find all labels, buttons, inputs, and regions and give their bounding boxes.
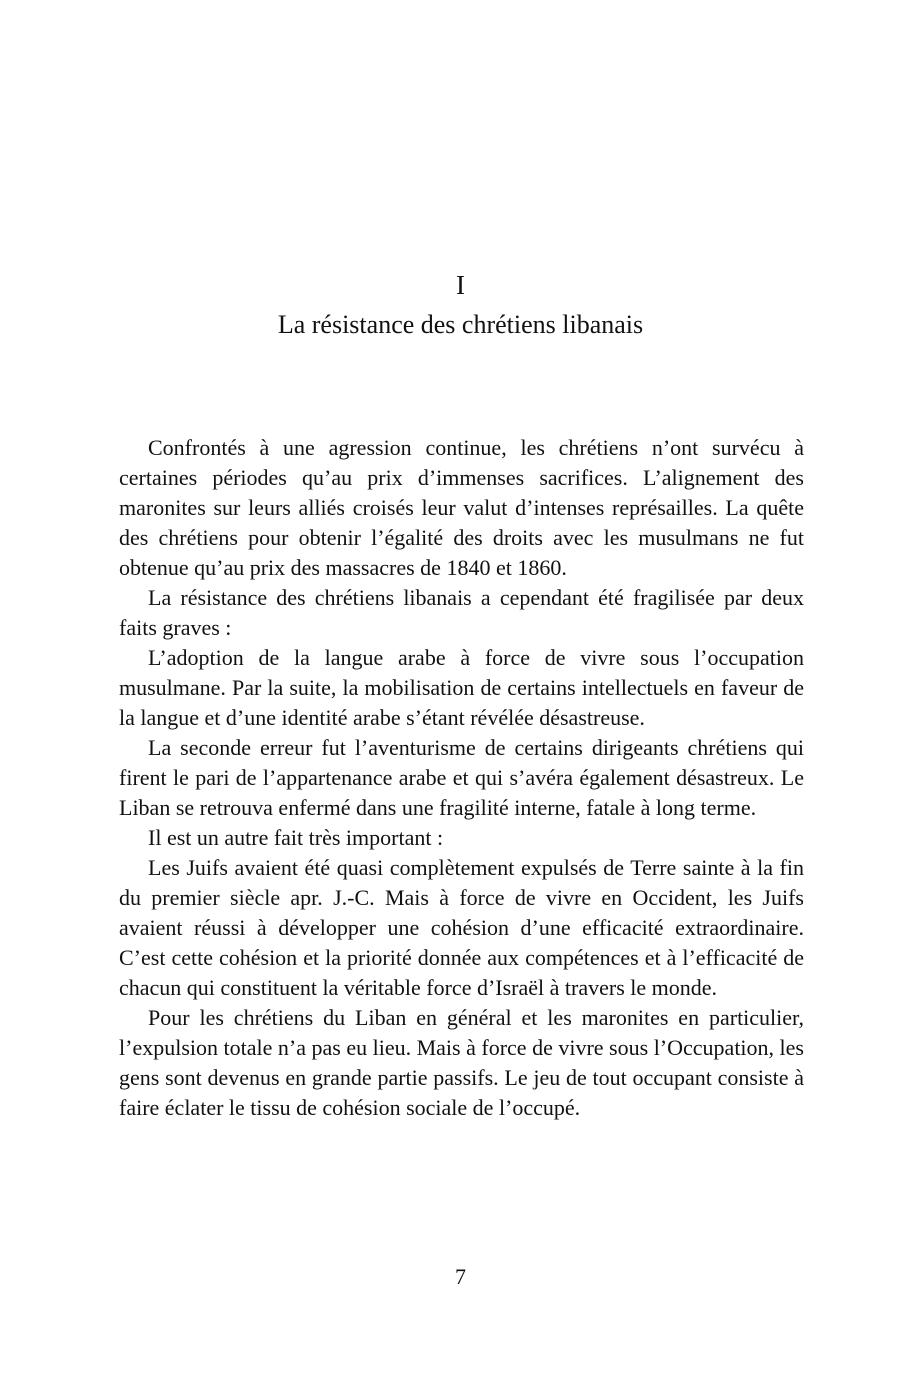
paragraph: La seconde erreur fut l’aventurisme de certains dirigeants chrétiens qui firent le pari de l’appartenance arabe et qui s’avéra également désastreux. Le Liban se retrouva enfermé dans une fragilité interne, fatale à long terme. <box>119 735 804 820</box>
paragraph: Confrontés à une agression continue, les chrétiens n’ont survécu à certaines périodes qu’au prix d’immenses sacrifices. L’alignement des maronites sur leurs alliés croisés leur valut d’intenses représailles. La quête des chrétiens pour obtenir l’égalité des droits avec les musulmans ne fut obtenue qu’au prix des massacres de 1840 et 1860. <box>119 435 804 580</box>
page-number: 7 <box>455 1264 466 1289</box>
chapter-number: I <box>456 270 465 300</box>
paragraph: La résistance des chrétiens libanais a cependant été fragilisée par deux faits graves : <box>119 585 804 640</box>
paragraph: Il est un autre fait très important : <box>148 825 444 850</box>
body-text <box>119 433 804 1123</box>
paragraph: L’adoption de la langue arabe à force de vivre sous l’occupation musulmane. Par la suite, la mobilisation de certains intellectuels en faveur de la langue et d’une identité arabe s’étant révélée désastreuse. <box>119 645 804 730</box>
chapter-title: La résistance des chrétiens libanais <box>277 310 644 339</box>
paragraph: Pour les chrétiens du Liban en général et les maronites en particulier, l’expulsion totale n’a pas eu lieu. Mais à force de vivre sous l’Occupation, les gens sont devenus en grande partie passifs. Le jeu de tout occupant consiste à faire éclater le tissu de cohésion sociale de l’occupé. <box>119 1005 804 1120</box>
paragraph: Les Juifs avaient été quasi complètement expulsés de Terre sainte à la fin du premier siècle apr. J.-C. Mais à force de vivre en Occident, les Juifs avaient réussi à développer une cohésion d’une efficacité extraordinaire. C’est cette cohésion et la priorité donnée aux compétences et à l’efficacité de chacun qui constituent la véritable force d’Israël à travers le monde. <box>119 855 804 1000</box>
